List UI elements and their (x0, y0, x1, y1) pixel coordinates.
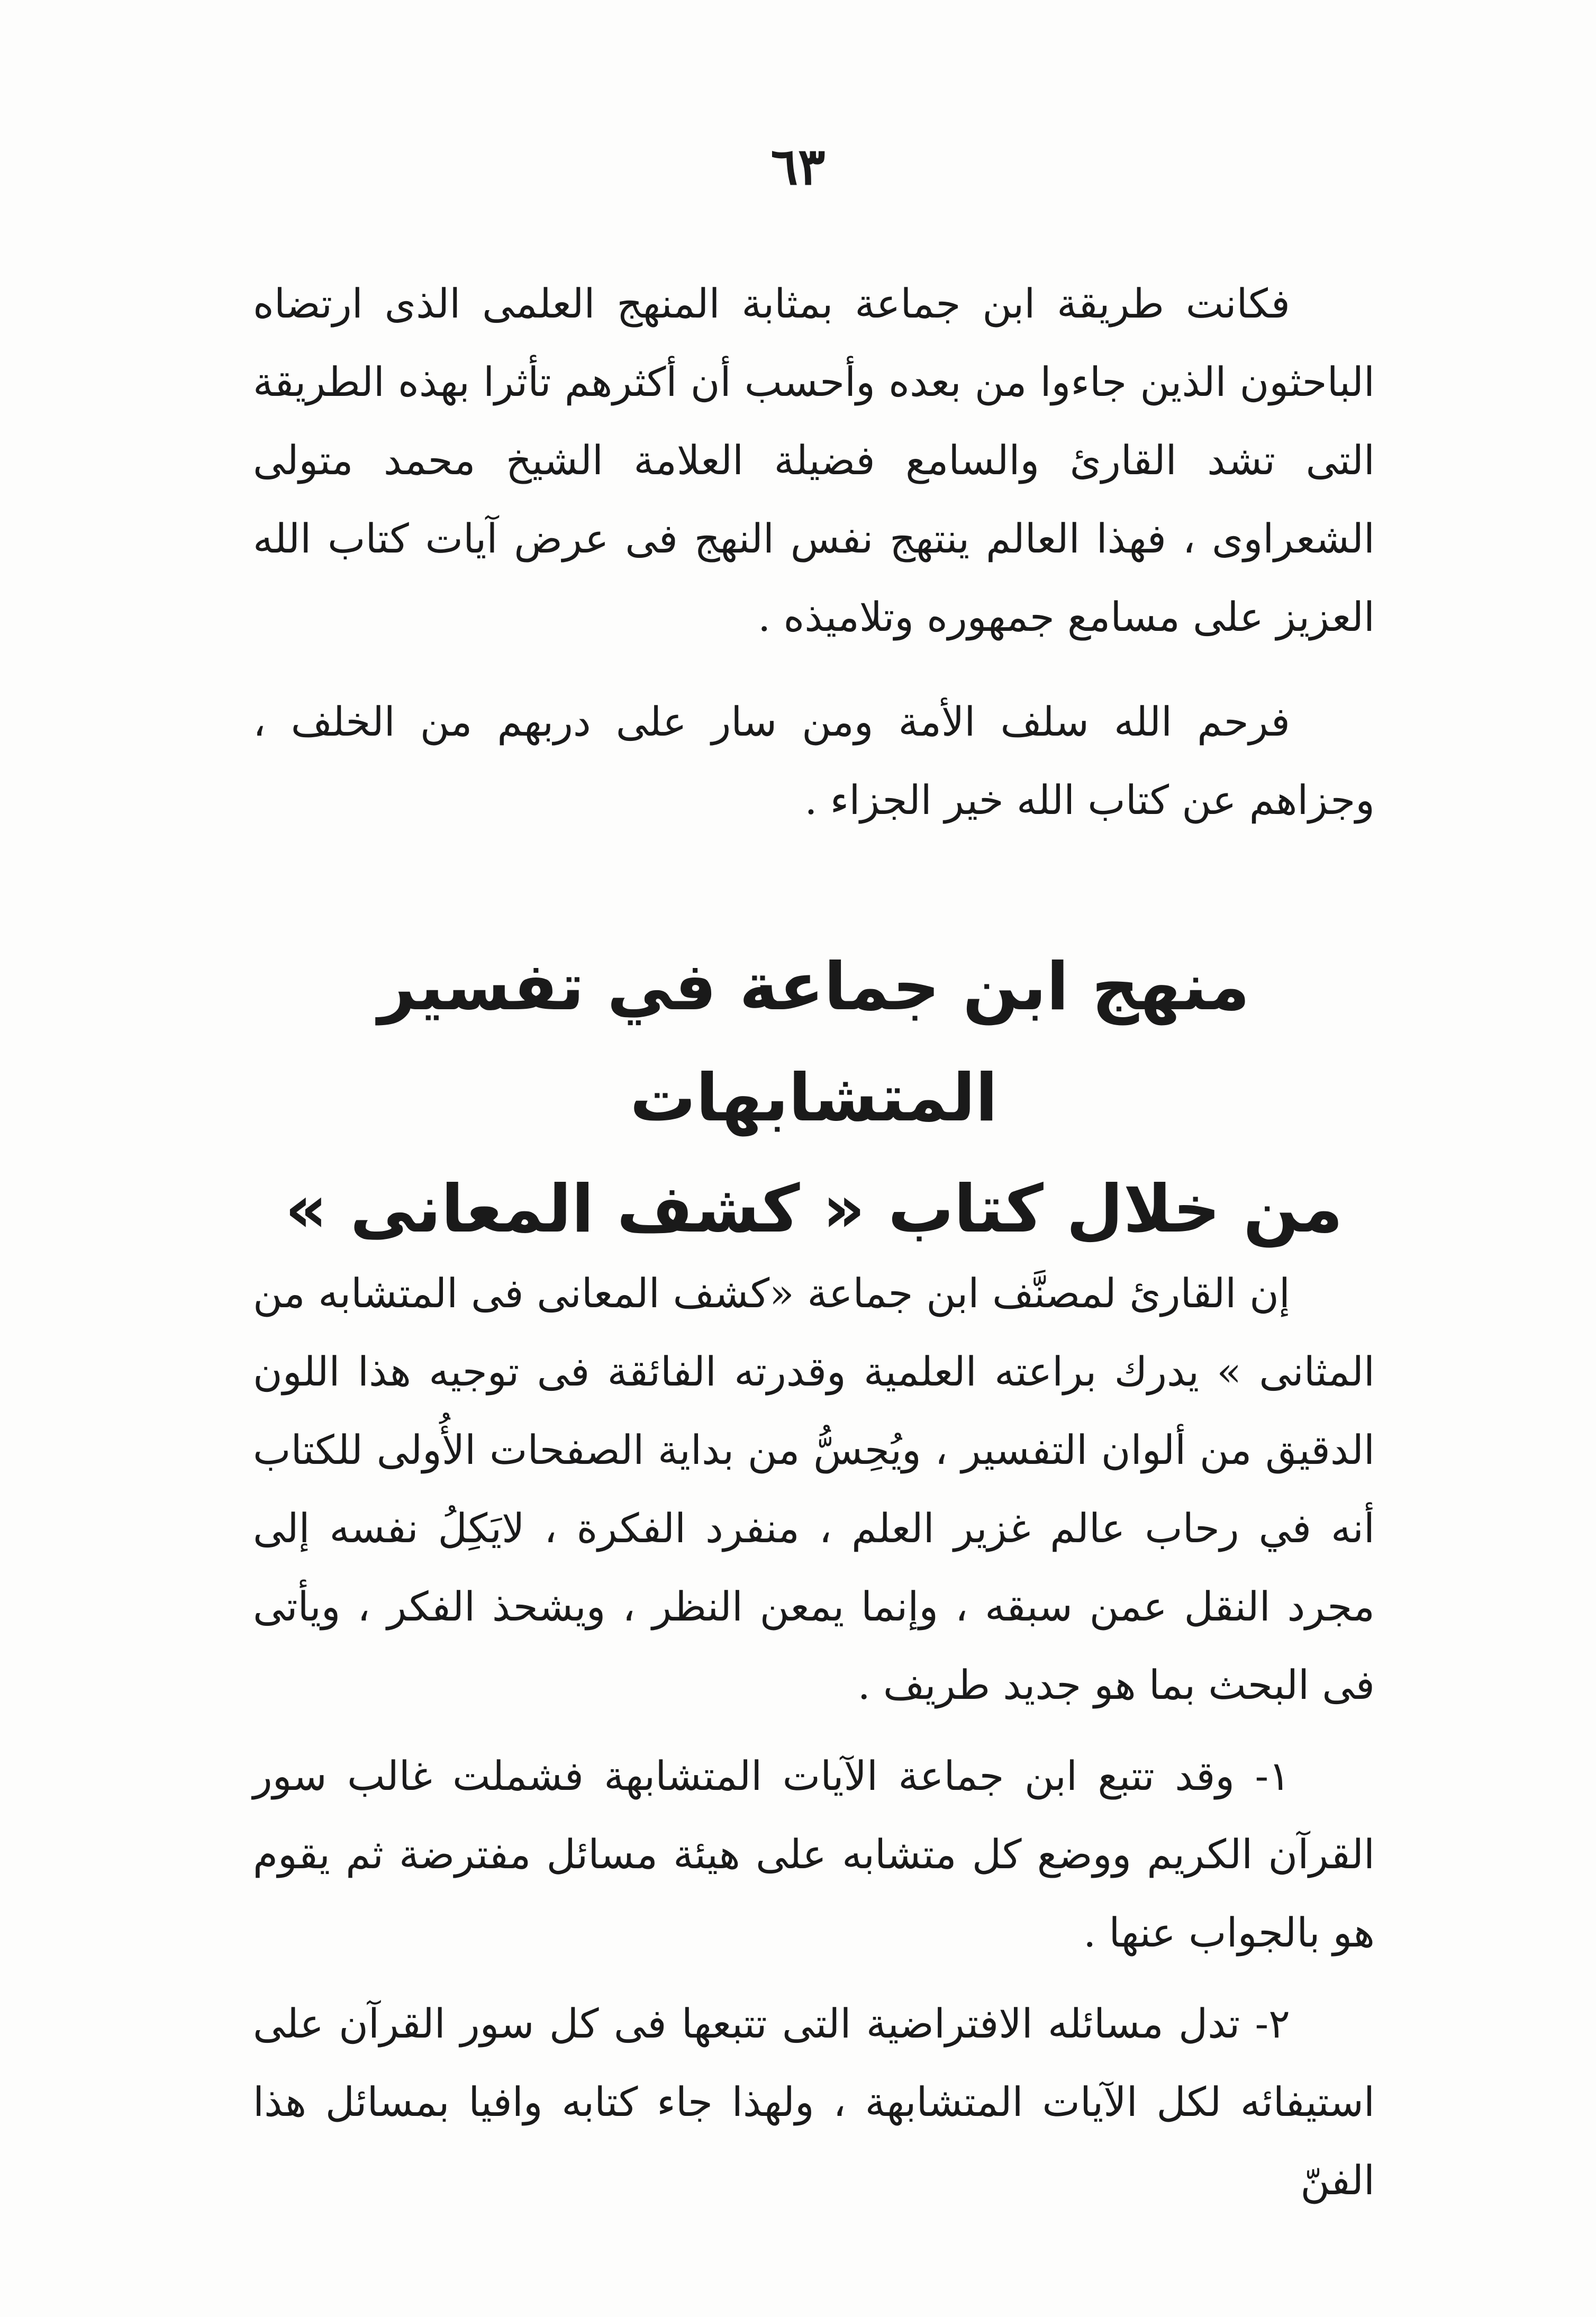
intro-paragraph: فكانت طريقة ابن جماعة بمثابة المنهج العلمى الذى ارتضاه الباحثون الذين جاءوا من بعده وأحسب أن أكثرهم تأثرا بهذه الطريقة التى تشد القارئ والسامع فضيلة العلامة الشيخ محمد متولى الشعراوى ، فهذا العالم ينتهج نفس النهج فى عرض آيات كتاب الله العزيز على مسامع جمهوره وتلاميذه . (253, 280, 1375, 640)
body-paragraph: ٢- تدل مسائله الافتراضية التى تتبعها فى كل سور القرآن على استيفائه لكل الآيات المتشابهة ، ولهذا جاء كتابه وافيا بمسائل هذا الفنّ (253, 2000, 1375, 2204)
heading-line-1: منهج ابن جماعة في تفسير المتشابهات (378, 949, 1250, 1136)
intro-text (253, 265, 1375, 656)
intro-paragraph: فرحم الله سلف الأمة ومن سار على دربهم من الخلف ، وجزاهم عن كتاب الله خير الجزاء . (253, 698, 1375, 823)
section-heading (253, 931, 1375, 1265)
heading-line-2: من خلال كتاب « كشف المعانى » (285, 1171, 1343, 1247)
body-paragraph: ١- وقد تتبع ابن جماعة الآيات المتشابهة فشملت غالب سور القرآن الكريم ووضع كل متشابه على هيئة مسائل مفترضة ثم يقوم هو بالجواب عنها . (253, 1752, 1375, 1956)
body-paragraph: إن القارئ لمصنَّف ابن جماعة «كشف المعانى فى المتشابه من المثانى » يدرك براعته العلمية وقدرته الفائقة فى توجيه هذا اللون الدقيق من ألوان التفسير ، ويُحِسُّ من بداية الصفحات الأُولى للكتاب أنه في رحاب عالم غزير العلم ، منفرد الفكرة ، لايَكِلُ نفسه إلى مجرد النقل عمن سبقه ، وإنما يمعن النظر ، ويشحذ الفكر ، ويأتى فى البحث بما هو جديد طريف . (253, 1270, 1375, 1708)
closing-text (253, 683, 1375, 839)
body-text (253, 1254, 1375, 2232)
page-number: ٦٣ (770, 137, 826, 196)
